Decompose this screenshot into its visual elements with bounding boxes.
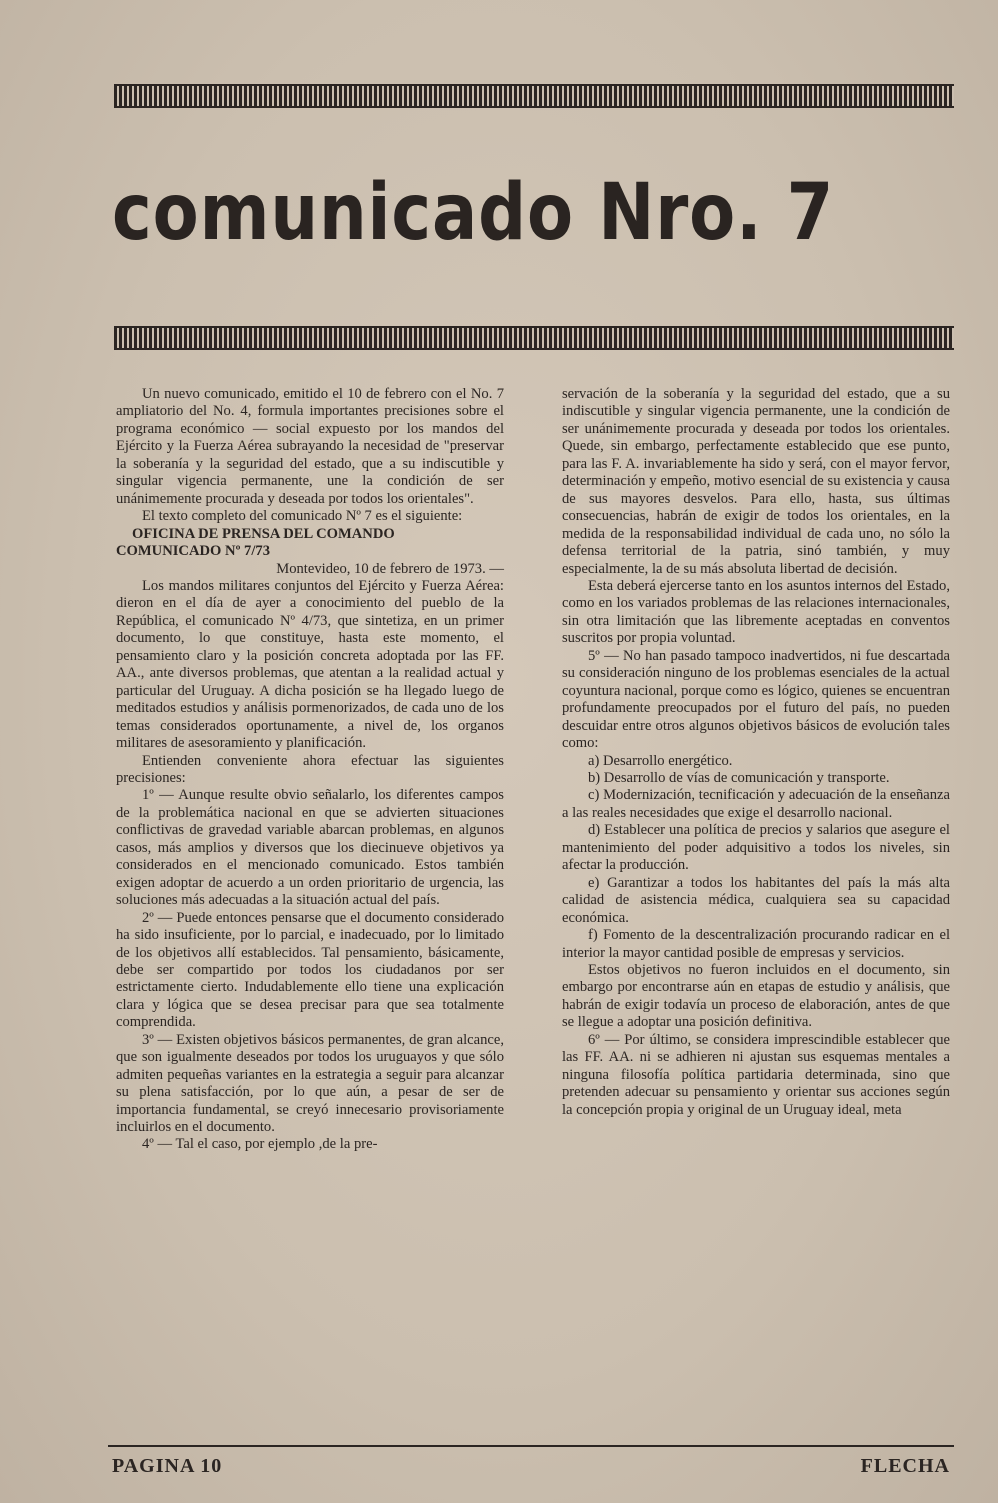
decorative-rule-top (114, 84, 954, 108)
decorative-rule-middle (114, 326, 954, 350)
article-column-left (116, 386, 504, 1154)
article-paragraph: d) Establecer una política de precios y salarios que asegure el mantenimiento del poder adquisitivo a todos los niveles, sin afectar la producción. (562, 822, 950, 874)
page-number: PAGINA 10 (112, 1455, 223, 1477)
article-paragraph: Entienden conveniente ahora efectuar las siguientes precisiones: (116, 752, 504, 786)
article-paragraph: 5º — No han pasado tampoco inadvertidos, ni fue descartada su consideración ninguno de los problemas esenciales de la actual coyuntura nacional, porque como es lógico, quienes se encuentran profundamente preocupados por el futuro del país, no pueden descuidar entre otros algunos objetivos básicos de evolución tales como: (562, 647, 950, 752)
article-paragraph: 2º — Puede entonces pensarse que el documento considerado ha sido insuficiente, por lo parcial, e inadecuado, por lo limitado de los objetivos allí establecidos. Tal pensamiento, básicamente, debe ser compartido por todos los ciudadanos por ser estrictamente cierto. Indudablemente ello tiene una explicación clara y lógica que se desea precisar para que sea totalmente comprendida. (116, 909, 504, 1031)
footer-rule (108, 1445, 954, 1447)
article-paragraph: c) Modernización, tecnificación y adecuación de la enseñanza a las reales necesidades que exige el desarrollo nacional. (562, 787, 950, 821)
article-paragraph: servación de la soberanía y la seguridad del estado, que a su indiscutible y singular vigencia permanente, une la condición de ser unánimemente procurada y deseada por todos los orientales. Quede, sin embargo, perfectamente establecido que ese punto, para las F. A. invariablemente ha sido y será, con el mayor fervor, determinación y empeño, motivo esencial de su existencia y causa de sus mayores desvelos. Para ello, hasta, sus últimas consecuencias, habrán de exigir de todos los orientales, en la medida de la responsabilidad individual de cada uno, no sólo la defensa territorial de la patria, sinó también, y muy especialmente, la de su más absoluta libertad de decisión. (562, 386, 950, 577)
headline: comunicado Nro. 7 (112, 168, 835, 258)
article-paragraph: COMUNICADO Nº 7/73 (116, 543, 270, 560)
article-paragraph: a) Desarrollo energético. (588, 752, 733, 769)
article-paragraph: e) Garantizar a todos los habitantes del país la más alta calidad de asistencia médica, cualquiera sea su capacidad económica. (562, 874, 950, 926)
article-paragraph: Los mandos militares conjuntos del Ejército y Fuerza Aérea: dieron en el día de ayer a conocimiento del pueblo de la República, el comunicado Nº 4/73, que sintetiza, en un primer documento, lo que constituye, hasta este momento, el pensamiento claro y la posición concreta adoptada por las FF. AA., ante diversos problemas, que atentan a la realidad actual y particular del Uruguay. A dicha posición se ha llegado luego de meditados estudios y análisis pormenorizados, de cada uno de los temas considerados oportunamente, a nivel de, los organos militares de asesoramiento y planificación. (116, 577, 504, 752)
article-paragraph: Un nuevo comunicado, emitido el 10 de febrero con el No. 7 ampliatorio del No. 4, formula importantes precisiones sobre el programa económico — social expuesto por los mandos del Ejército y la Fuerza Aérea subrayando la necesidad de "preservar la soberanía y la seguridad del estado, que a su indiscutible y singular vigencia permanente, une la condición de ser unánimemente procurada y deseada por todos los orientales". (116, 386, 504, 507)
article-paragraph: El texto completo del comunicado Nº 7 es el siguiente: (142, 508, 463, 525)
article-column-right (562, 386, 950, 1119)
publication-name: FLECHA (860, 1455, 950, 1477)
article-paragraph: b) Desarrollo de vías de comunicación y transporte. (588, 769, 890, 786)
article-paragraph: 6º — Por último, se considera imprescindible establecer que las FF. AA. ni se adhieren ni ajustan sus esquemas mentales a ninguna filosofía política partidaria determinada, sino que pretenden adecuar su pensamiento y orientar sus acciones según la concepción propia y original de un Uruguay ideal, meta (562, 1031, 950, 1118)
article-paragraph: Estos objetivos no fueron incluidos en el documento, sin embargo por encontrarse aún en etapas de estudio y análisis, que habrán de exigir todavía un proceso de elaboración, antes de que se llegue a adoptar una posición definitiva. (562, 961, 950, 1031)
article-paragraph: Esta deberá ejercerse tanto en los asuntos internos del Estado, como en los variados problemas de las relaciones internacionales, sin otra limitación que las libremente aceptadas en conventos suscritos por propia voluntad. (562, 577, 950, 647)
article-paragraph: 4º — Tal el caso, por ejemplo ,de la pre- (142, 1136, 378, 1153)
article-paragraph: f) Fomento de la descentralización procurando radicar en el interior la mayor cantidad posible de empresas y servicios. (562, 927, 950, 961)
article-paragraph: 3º — Existen objetivos básicos permanentes, de gran alcance, que son igualmente deseados por todos los uruguayos y que sólo admiten pequeñas variantes en la estrategia a seguir para alcanzar su plena satisfacción, por lo que aún, a pesar de ser de importancia fundamental, se creyó innecesario provisoriamente incluirlos en el documento. (116, 1031, 504, 1136)
article-paragraph: OFICINA DE PRENSA DEL COMANDO (132, 525, 395, 542)
article-paragraph: 1º — Aunque resulte obvio señalarlo, los diferentes campos de la problemática nacional en que se advierten situaciones conflictivas de gravedad variable abarcan problemas, en algunos casos, más amplios y diversos que los diecinueve objetivos ya considerados en el mencionado comunicado. Estos también exigen adoptar de acuerdo a un orden prioritario de urgencia, las soluciones más adecuadas a la situación actual del país. (116, 787, 504, 909)
article-paragraph: Montevideo, 10 de febrero de 1973. — (276, 560, 504, 577)
